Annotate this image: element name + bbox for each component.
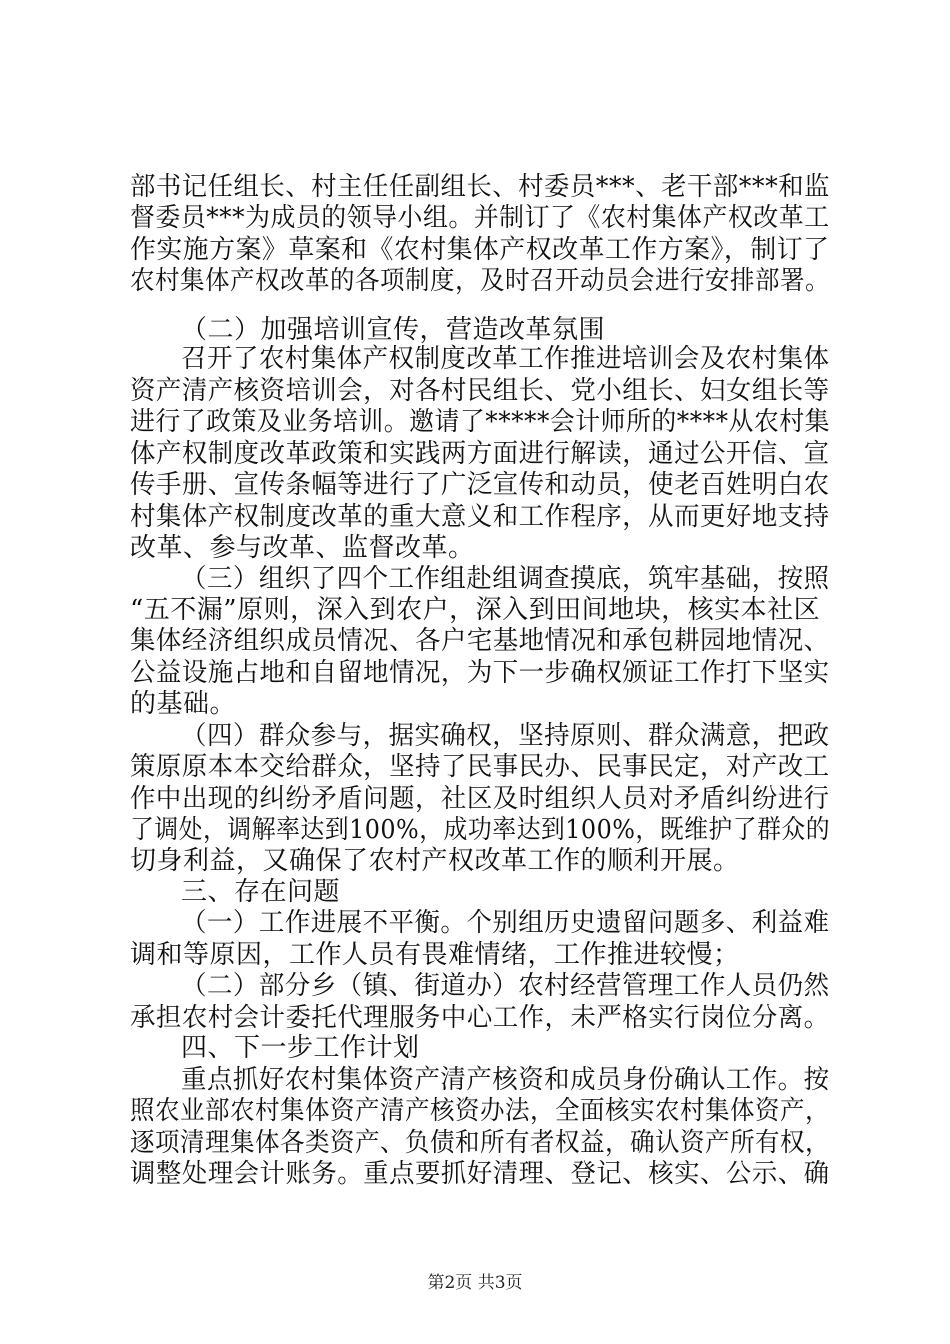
- paragraph-line: 村集体产权制度改革的重大意义和工作程序，从而更好地支持: [130, 502, 830, 532]
- paragraph-line: 部书记任组长、村主任任副组长、村委员***、老干部***和监: [130, 172, 831, 202]
- paragraph-line: 集体经济组织成员情况、各户宅基地情况和承包耕园地情况、: [130, 626, 830, 656]
- paragraph-line: 农村集体产权改革的各项制度，及时召开动员会进行安排部署。: [130, 266, 831, 296]
- page-number: 第2页 共3页: [427, 1273, 523, 1293]
- paragraph-line: 承担农村会计委托代理服务中心工作，未严格实行岗位分离。: [130, 1003, 830, 1033]
- paragraph-line: 公益设施占地和自留地情况，为下一步确权颁证工作打下坚实: [130, 658, 830, 688]
- paragraph-line: 的基础。: [130, 689, 237, 719]
- paragraph-line: （三）组织了四个工作组赴组调查摸底，筑牢基础，按照: [181, 564, 830, 594]
- paragraph-line: 进行了政策及业务培训。邀请了*****会计师所的****从农村集: [130, 407, 831, 437]
- paragraph-line: 改革、参与改革、监督改革。: [130, 533, 475, 563]
- paragraph-line: （四）群众参与，据实确权，坚持原则、群众满意，把政: [181, 721, 830, 751]
- paragraph-line: 重点抓好农村集体资产清产核资和成员身份确认工作。按: [181, 1065, 830, 1095]
- paragraph-line: 体产权制度改革政策和实践两方面进行解读，通过公开信、宣: [130, 439, 830, 469]
- section-heading: 三、存在问题: [181, 877, 341, 907]
- paragraph-line: 了调处，调解率达到100%，成功率达到100%，既维护了群众的: [130, 815, 831, 845]
- paragraph-line: 照农业部农村集体资产清产核资办法，全面核实农村集体资产，: [130, 1096, 831, 1126]
- paragraph-line: 作中出现的纠纷矛盾问题，社区及时组织人员对矛盾纠纷进行: [130, 784, 830, 814]
- paragraph-line: 切身利益，又确保了农村产权改革工作的顺利开展。: [130, 846, 740, 876]
- section-heading: 四、下一步工作计划: [181, 1033, 420, 1063]
- paragraph-line: 作实施方案》草案和《农村集体产权改革工作方案》，制订了: [130, 235, 830, 265]
- paragraph-line: 策原原本本交给群众，坚持了民事民办、民事民定，对产改工: [130, 752, 830, 782]
- paragraph-line: 传手册、宣传条幅等进行了广泛宣传和动员，使老百姓明白农: [130, 470, 830, 500]
- paragraph-line: 调整处理会计账务。重点要抓好清理、登记、核实、公示、确: [130, 1159, 830, 1189]
- paragraph-line: （二）部分乡（镇、街道办）农村经营管理工作人员仍然: [181, 971, 830, 1001]
- paragraph-line: 逐项清理集体各类资产、负债和所有者权益，确认资产所有权，: [130, 1128, 831, 1158]
- paragraph-line: 调和等原因，工作人员有畏难情绪，工作推进较慢；: [130, 940, 740, 970]
- paragraph-line: 督委员***为成员的领导小组。并制订了《农村集体产权改革工: [130, 203, 830, 233]
- paragraph-line: （一）工作进展不平衡。个别组历史遗留问题多、利益难: [181, 908, 830, 938]
- paragraph-line: 召开了农村集体产权制度改革工作推进培训会及农村集体: [181, 344, 830, 374]
- paragraph-line: “五不漏”原则，深入到农户，深入到田间地块，核实本社区: [130, 595, 821, 625]
- paragraph-line: 资产清产核资培训会，对各村民组长、党小组长、妇女组长等: [130, 376, 830, 406]
- section-heading: （二）加强培训宣传，营造改革氛围: [181, 315, 606, 345]
